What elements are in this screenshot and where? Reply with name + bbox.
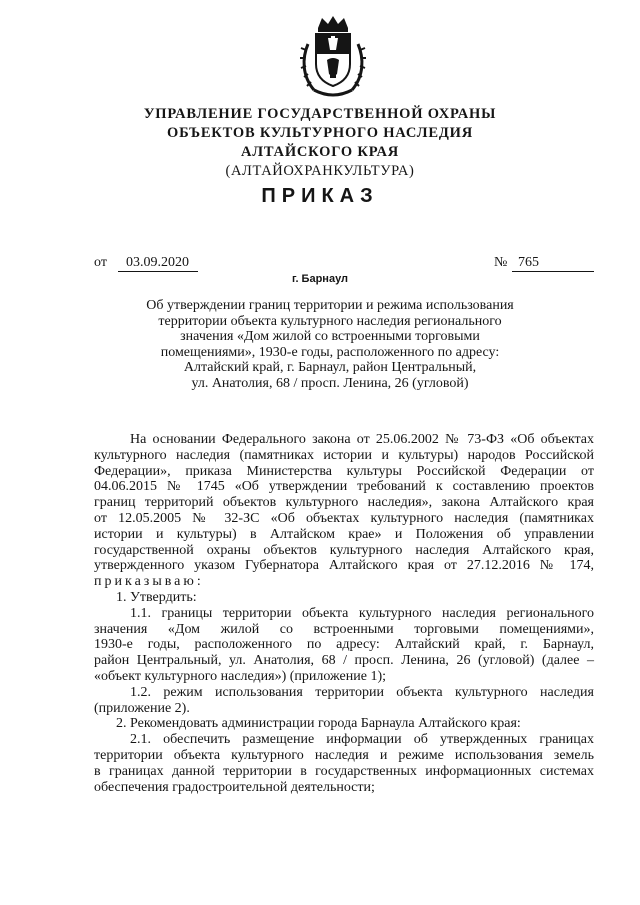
preamble-line: Федерации», приказа Министерства культуры Российской Федерации от [94, 463, 594, 479]
subject-line: Алтайский край, г. Барнаул, район Центральный, [183, 360, 477, 375]
orders-word: приказываю: [94, 574, 204, 590]
preamble-line: от 12.05.2005 № 32-ЗС «Об объектах культурного наследия (памятниках [94, 510, 594, 526]
item-2: 2. Рекомендовать администрации города Барнаула Алтайского края: [116, 716, 521, 732]
subject-line: значения «Дом жилой со встроенными торговыми [180, 329, 480, 344]
agency-name-line-3: АЛТАЙСКОГО КРАЯ [240, 144, 400, 160]
preamble-line: культурного наследия (памятниках истории и культуры) народов Российской [94, 447, 594, 463]
order-body [94, 432, 594, 795]
item-1: 1. Утвердить: [116, 589, 197, 605]
agency-short-name: (АЛТАЙОХРАНКУЛЬТУРА) [225, 163, 415, 179]
item-1-2-line: 1.2. режим использования территории объекта культурного наследия [130, 684, 594, 700]
preamble-line: государственной охраны объектов культурного наследия Алтайского края, [94, 542, 594, 558]
item-1-2-line: (приложение 2). [94, 700, 190, 716]
preamble-line: границ территорий объектов культурного наследия», закона Алтайского края [94, 495, 594, 511]
item-1-1-line: 1.1. границы территории объекта культурного наследия регионального [130, 605, 594, 621]
preamble-line: утвержденного указом Губернатора Алтайского края от 27.12.2016 № 174, [94, 558, 594, 574]
subject-line: территории объекта культурного наследия регионального [158, 313, 502, 329]
item-1-1-line: значения «Дом жилой со встроенными торговыми помещениями», [94, 621, 594, 637]
subject-line: ул. Анатолия, 68 / просп. Ленина, 26 (угловой) [191, 375, 469, 391]
number-prefix: № [494, 255, 508, 270]
item-2-1-line: обеспечения градостроительной деятельности; [94, 779, 375, 795]
city-name: г. Барнаул [291, 273, 349, 285]
preamble-line: 04.06.2015 № 1745 «Об утверждении требований к составлению проектов [94, 479, 594, 495]
item-2-1-line: в границах данной территории в государственных информационных системах [94, 763, 594, 779]
altai-krai-coat-of-arms-icon [298, 14, 368, 100]
order-date: 03.09.2020 [118, 255, 198, 272]
order-number: 765 [512, 255, 594, 272]
item-1-1-line: 1930-е годы, расположенного по адресу: Алтайский край, г. Барнаул, [94, 637, 594, 653]
item-2-1-line: территории объекта культурного наследия и режиме использования земель [94, 747, 594, 763]
item-1-1-line: «объект культурного наследия») (приложение 1); [94, 668, 386, 684]
document-title: ПРИКАЗ [261, 185, 379, 207]
agency-name-line-1: УПРАВЛЕНИЕ ГОСУДАРСТВЕННОЙ ОХРАНЫ [143, 106, 497, 122]
preamble-line: истории и культуры) в Алтайском крае» и Положения об управлении [94, 526, 594, 542]
subject-line: Об утверждении границ территории и режима использования [146, 298, 514, 313]
order-subject [120, 298, 540, 391]
subject-line: помещениями», 1930-е годы, расположенного по адресу: [160, 344, 500, 360]
agency-name-line-2: ОБЪЕКТОВ КУЛЬТУРНОГО НАСЛЕДИЯ [167, 125, 473, 141]
date-prefix: от [94, 255, 107, 270]
preamble-line: На основании Федерального закона от 25.06.2002 № 73-ФЗ «Об объектах [130, 432, 594, 447]
item-1-1-line: район Центральный, ул. Анатолия, 68 / просп. Ленина, 26 (угловой) (далее – [94, 653, 594, 669]
item-2-1-line: 2.1. обеспечить размещение информации об утвержденных границах [130, 732, 594, 748]
